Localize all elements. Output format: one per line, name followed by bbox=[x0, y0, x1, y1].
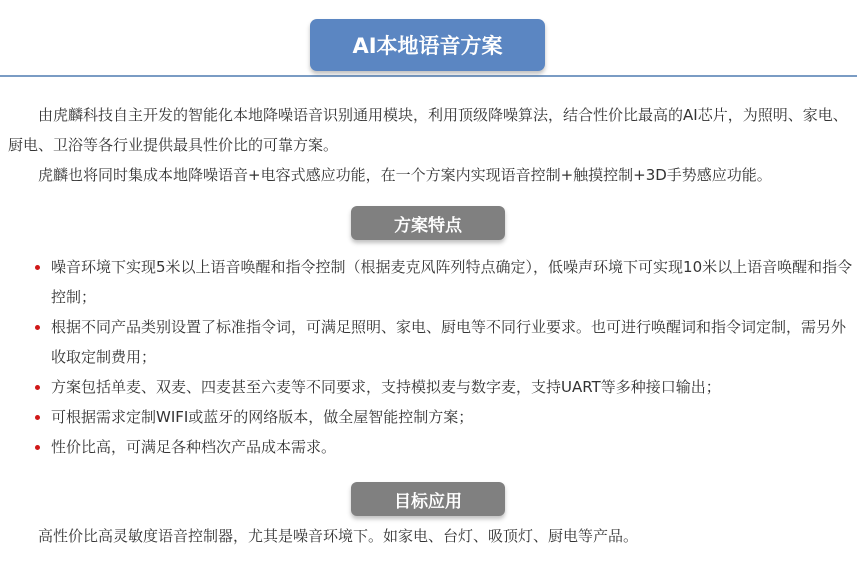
applications-paragraph bbox=[8, 521, 853, 551]
applications-heading bbox=[351, 482, 505, 516]
list-item bbox=[0, 312, 857, 372]
title-divider bbox=[0, 75, 857, 77]
list-item bbox=[0, 432, 857, 462]
list-item bbox=[0, 402, 857, 432]
features-heading-text: 方案特点 bbox=[394, 215, 462, 236]
applications-text: 高性价比高灵敏度语音控制器，尤其是噪音环境下。如家电、台灯、吸顶灯、厨电等产品。 bbox=[38, 527, 639, 545]
feature-text: 噪音环境下实现5米以上语音唤醒和指令控制（根据麦克风阵列特点确定），低噪声环境下可实现10米以上语音唤醒和指令控制； bbox=[51, 258, 853, 306]
list-item bbox=[0, 372, 857, 402]
feature-text: 性价比高，可满足各种档次产品成本需求。 bbox=[51, 438, 337, 456]
bullet-icon bbox=[35, 445, 40, 450]
feature-text: 根据不同产品类别设置了标准指令词，可满足照明、家电、厨电等不同行业要求。也可进行唤醒词和指令词定制，需另外收取定制费用； bbox=[51, 318, 847, 366]
page-title bbox=[310, 19, 545, 71]
bullet-icon bbox=[35, 325, 40, 330]
intro-paragraph-1-text: 由虎麟科技自主开发的智能化本地降噪语音识别通用模块，利用顶级降噪算法，结合性价比最高的AI芯片，为照明、家电、厨电、卫浴等各行业提供最具性价比的可靠方案。 bbox=[8, 106, 848, 154]
applications-heading-text: 目标应用 bbox=[394, 491, 462, 512]
page-title-text: AI本地语音方案 bbox=[352, 34, 503, 58]
bullet-icon bbox=[35, 415, 40, 420]
feature-text: 方案包括单麦、双麦、四麦甚至六麦等不同要求，支持模拟麦与数字麦，支持UART等多种接口输出； bbox=[51, 378, 721, 396]
bullet-icon bbox=[35, 385, 40, 390]
intro-paragraph-1 bbox=[8, 100, 853, 160]
features-heading bbox=[351, 206, 505, 240]
feature-text: 可根据需求定制WIFI或蓝牙的网络版本，做全屋智能控制方案； bbox=[51, 408, 474, 426]
features-list bbox=[0, 252, 857, 462]
list-item bbox=[0, 252, 857, 312]
bullet-icon bbox=[35, 265, 40, 270]
intro-paragraph-2-text: 虎麟也将同时集成本地降噪语音+电容式感应功能，在一个方案内实现语音控制+触摸控制+3D手势感应功能。 bbox=[38, 166, 772, 184]
intro-paragraph-2 bbox=[8, 160, 853, 190]
